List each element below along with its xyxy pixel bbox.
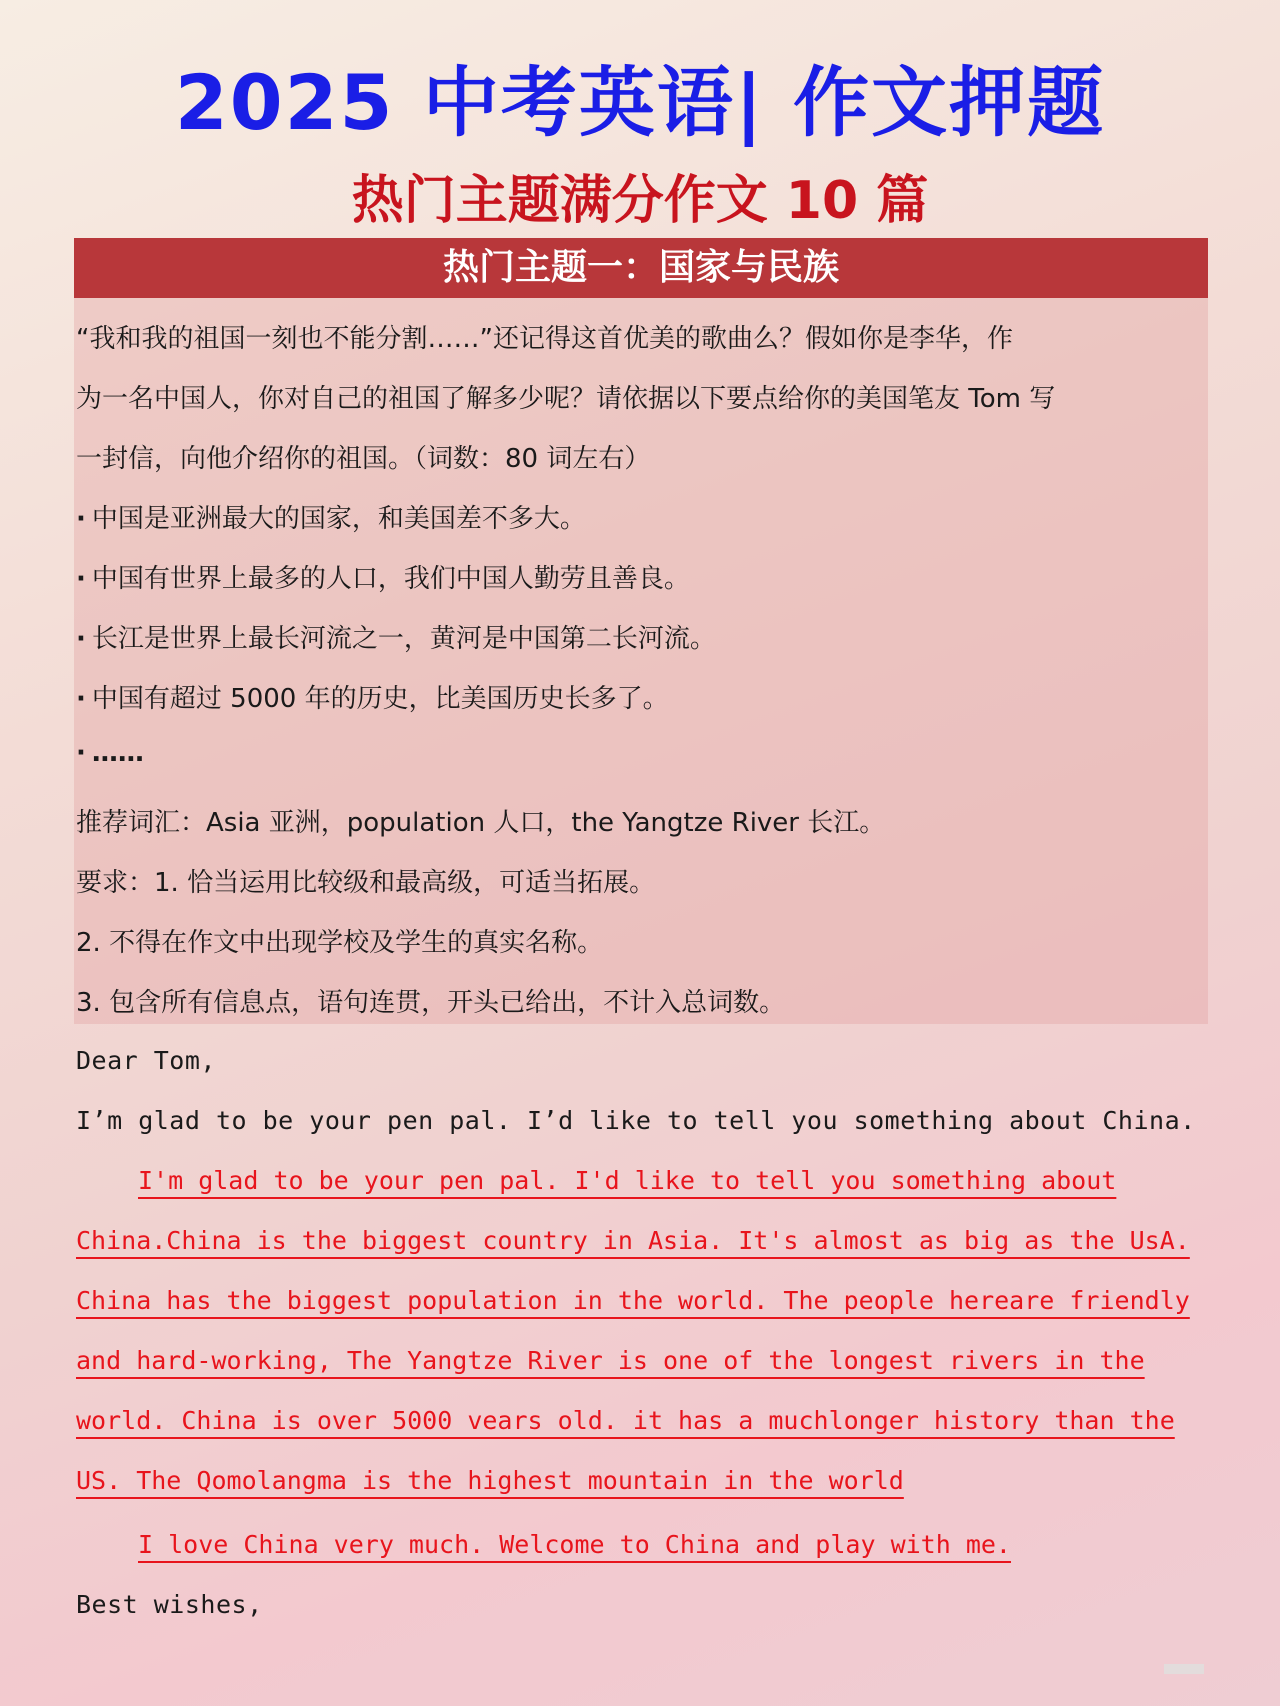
essay-closing-line: I love China very much. Welcome to China and play with me. [138,1530,1011,1559]
letter-signoff: Best wishes, [76,1590,263,1619]
bullet-text: 中国是亚洲最大的国家，和美国差不多大。 [91,504,586,534]
essay-line: China.China is the biggest country in Asia. It's almost as big as the UsA. [76,1226,1190,1255]
bullet-item [76,738,144,768]
intro-line-3: 一封信，向他介绍你的祖国。（词数：80 词左右） [76,444,651,474]
essay-line: and hard-working, The Yangtze River is one of the longest rivers in the [76,1346,1145,1375]
page-title: 2025 中考英语| 作文押题 [174,58,1106,147]
bullet-text: 中国有世界上最多的人口，我们中国人勤劳且善良。 [91,564,690,594]
bullet-dot: · [76,738,86,768]
essay-line: US. The Qomolangma is the highest mountain in the world [76,1466,904,1495]
bullet-dot: · [76,624,86,654]
intro-line-2: 为一名中国人，你对自己的祖国了解多少呢？请依据以下要点给你的美国笔友 Tom 写 [76,384,1056,414]
bullet-item [76,678,669,715]
requirement-line-2: 2. 不得在作文中出现学校及学生的真实名称。 [76,928,604,958]
bullet-item [76,558,690,595]
letter-greeting: Dear Tom, [76,1046,216,1075]
vocab-line: 推荐词汇：Asia 亚洲，population 人口，the Yangtze River 长江。 [76,808,886,838]
bullet-text: 长江是世界上最长河流之一，黄河是中国第二长河流。 [91,624,716,654]
essay-line: world. China is over 5000 vears old. it has a muchlonger history than the [76,1406,1175,1435]
bullet-dot: · [76,564,86,594]
bullet-text: …… [91,738,144,768]
requirement-line-3: 3. 包含所有信息点，语句连贯，开头已给出，不计入总词数。 [76,988,786,1018]
bullet-text: 中国有超过 5000 年的历史，比美国历史长多了。 [91,684,669,714]
letter-opening: I’m glad to be your pen pal. I’d like to tell you something about China. [76,1106,1196,1135]
topic-header: 热门主题一：国家与民族 [74,238,1208,298]
scroll-indicator [1164,1664,1204,1674]
requirement-line-1: 要求：1. 恰当运用比较级和最高级，可适当拓展。 [76,868,656,898]
bullet-dot: · [76,684,86,714]
essay-line: China has the biggest population in the world. The people hereare friendly [76,1286,1190,1315]
bullet-item [76,618,716,655]
page-subtitle: 热门主题满分作文 10 篇 [351,171,929,231]
bullet-item [76,498,586,535]
essay-line: I'm glad to be your pen pal. I'd like to tell you something about [138,1166,1117,1195]
intro-line-1: “我和我的祖国一刻也不能分割……”还记得这首优美的歌曲么？假如你是李华，作 [76,324,1013,354]
bullet-dot: · [76,504,86,534]
